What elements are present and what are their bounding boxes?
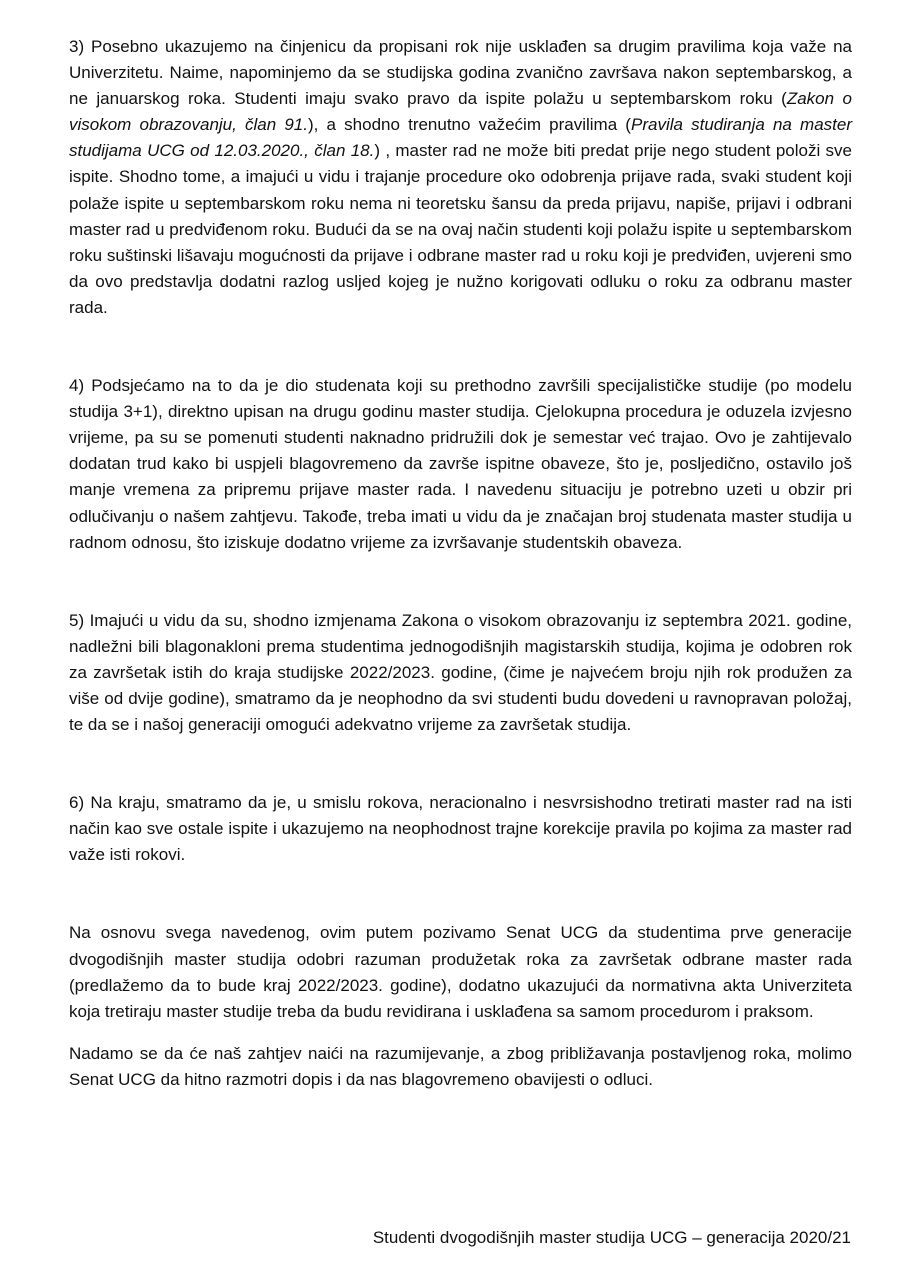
paragraph-4: 4) Podsjećamo na to da je dio studenata koji su prethodno završili specijalističke studije (po modelu studija 3+1), direktno upisan na drugu godinu master studija. Cjelokupna procedura je oduzela izvjesno vrijeme, pa su se pomenuti studenti naknadno pridružili dok je semestar već trajao. Ovo je zahtijevalo dodatan trud kako bi uspjeli blagovremeno da završe ispitne obaveze, što je, posljedično, ostavilo još manje vremena za pripremu prijave master rada. I navedenu situaciju je potrebno uzeti u obzir pri odlučivanju o našem zahtjevu. Takođe, treba imati u vidu da je značajan broj studenata master studija u radnom odnosu, što iziskuje dodatno vrijeme za izvršavanje studentskih obaveza. [69,376,852,552]
document-body [69,34,852,1093]
law-citation: Zakon o visokom obrazovanju, član 91. [69,89,852,135]
paragraph-5: 5) Imajući u vidu da su, shodno izmjenama Zakona o visokom obrazovanju iz septembra 2021. godine, nadležni bili blagonakloni prema studentima jednogodišnjih magistarskih studija, kojima je odobren rok za završetak istih do kraja studijske 2022/2023. godine, (čime je najvećem broju njih rok produžen za više od dvije godine), smatramo da je neophodno da svi studenti budu dovedeni u ravnopravan položaj, te da se i našoj generaciji omogući adekvatno vrijeme za završetak studija. [69,610,852,735]
paragraph-3-part-1: 3) Posebno ukazujemo na činjenicu da propisani rok nije usklađen sa drugim pravilima koja važe na Univerzitetu. Naime, napominjemo da se studijska godina zvanično završava nakon septembarskog, a ne januarskog roka. Studenti imaju svako pravo da ispite polažu u septembarskom roku ( [69,37,852,109]
paragraph-3-part-2: ), a shodno trenutno važećim pravilima ( [308,115,631,135]
paragraph-3 [69,34,852,321]
rules-citation: Pravila studiranja na master studijama UCG od 12.03.2020., član 18. [69,115,853,161]
paragraph-3-part-3: ) , master rad ne može biti predat prije nego student položi sve ispite. Shodno tome, a imajući u vidu i trajanje procedure oko odobrenja prijave rada, svaki student koji polaže ispite u septembarskom roku nema ni teoretsku šansu da preda prijavu, napiše, prijavi i odbrani master rad u predviđenom roku. Budući da se na ovaj način studenti koji polažu ispite u septembarskom roku suštinski lišavaju mogućnosti da prijave i odbrane master rad u roku koji je predviđen, uvjereni smo da ovo predstavlja dodatni razlog usljed kojeg je nužno korigovati odluku o roku za odbranu master rada. [69,141,852,317]
paragraph-conclusion: Na osnovu svega navedenog, ovim putem pozivamo Senat UCG da studentima prve generacije dvogodišnjih master studija odobri razuman produžetak roka za završetak odbrane master rada (predlažemo da to bude kraj 2022/2023. godine), dodatno ukazujući da normativna akta Univerziteta koja tretiraju master studije treba da budu revidirana i usklađena sa samom procedurom i praksom. [69,923,852,1021]
paragraph-closing: Nadamo se da će naš zahtjev naići na razumijevanje, a zbog približavanja postavljenog roka, molimo Senat UCG da hitno razmotri dopis i da nas blagovremeno obavijesti o odluci. [69,1043,852,1089]
paragraph-6: 6) Na kraju, smatramo da je, u smislu rokova, neracionalno i nesvrsishodno tretirati master rad na isti način kao sve ostale ispite i ukazujemo na neophodnost trajne korekcije pravila po kojima za master rad važe isti rokovi. [69,793,852,865]
signature-line: Studenti dvogodišnjih master studija UCG – generacija 2020/21 [372,1228,851,1247]
